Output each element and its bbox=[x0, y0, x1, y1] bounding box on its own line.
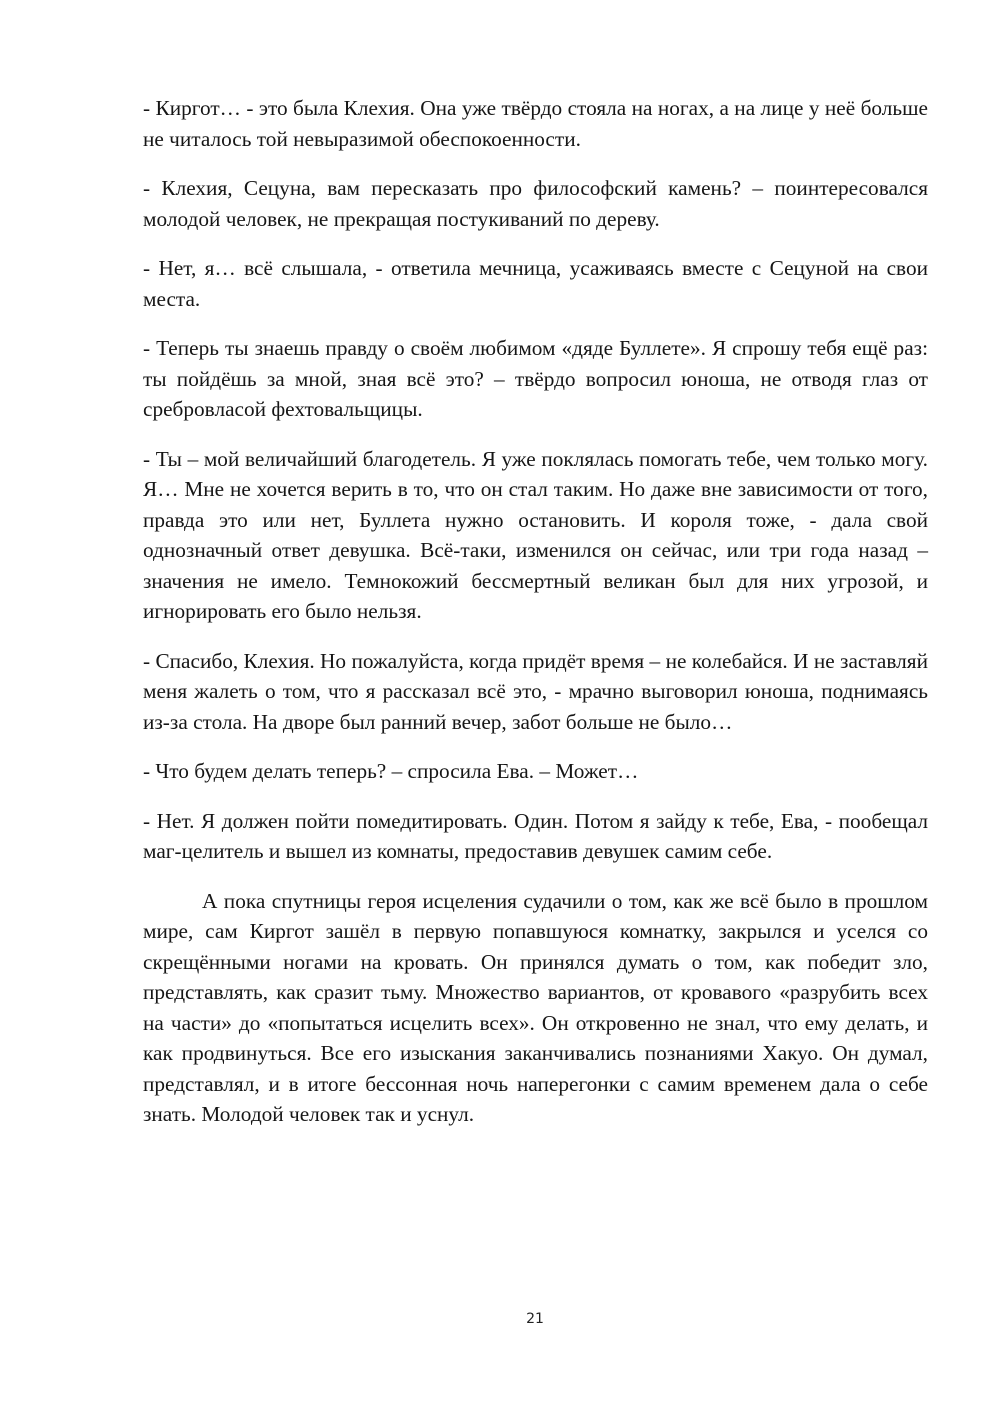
page-number: 21 bbox=[526, 1311, 544, 1327]
paragraph-dialogue: - Ты – мой величайший благодетель. Я уже поклялась помогать тебе, чем только могу. Я… Мне не хочется верить в то, что он стал таким. Но даже вне зависимости от того, правда это или нет, Буллета нужно остановить. И короля тоже, - дала свой однозначный ответ девушка. Всё-таки, изменился он сейчас, или три года назад – значения не имело. Темнокожий бессмертный великан был для них угрозой, и игнорировать его было нельзя. bbox=[143, 446, 928, 623]
paragraph-dialogue: - Спасибо, Клехия. Но пожалуйста, когда придёт время – не колебайся. И не заставляй меня жалеть о том, что я рассказал всё это, - мрачно выговорил юноша, поднимаясь из-за стола. На дворе был ранний вечер, забот больше не было… bbox=[143, 648, 928, 734]
paragraph-dialogue: - Нет, я… всё слышала, - ответила мечница, усаживаясь вместе с Сецуной на свои места. bbox=[143, 256, 928, 311]
paragraph-dialogue: - Нет. Я должен пойти помедитировать. Один. Потом я зайду к тебе, Ева, - пообещал маг-целитель и вышел из комнаты, предоставив девушек самим себе. bbox=[143, 808, 928, 863]
paragraph-dialogue: - Клехия, Сецуна, вам пересказать про философский камень? – поинтересовался молодой человек, не прекращая постукиваний по дереву. bbox=[143, 176, 928, 231]
paragraph-dialogue: - Киргот… - это была Клехия. Она уже твёрдо стояла на ногах, а на лице у неё больше не читалось той невыразимой обеспокоенности. bbox=[143, 96, 928, 151]
paragraph-dialogue: - Что будем делать теперь? – спросила Ева. – Может… bbox=[143, 759, 639, 783]
paragraph-dialogue: - Теперь ты знаешь правду о своём любимом «дяде Буллете». Я спрошу тебя ещё раз: ты пойдёшь за мной, зная всё это? – твёрдо вопросил юноша, не отводя глаз от сребровласой фехтовальщицы. bbox=[143, 336, 928, 421]
page-body bbox=[143, 93, 928, 1149]
paragraph-narration: А пока спутницы героя исцеления судачили о том, как же всё было в прошлом мире, сам Киргот зашёл в первую попавшуюся комнатку, закрылся и уселся со скрещёнными ногами на кровать. Он принялся думать о том, как победит зло, представлять, как сразит тьму. Множество вариантов, от кровавого «разрубить всех на части» до «попытаться исцелить всех». Он откровенно не знал, что ему делать, и как продвинуться. Все его изыскания заканчивались познаниями Хакуо. Он думал, представлял, и в итоге бессонная ночь наперегонки с самим временем дала о себе знать. Молодой человек так и уснул. bbox=[143, 888, 928, 1126]
